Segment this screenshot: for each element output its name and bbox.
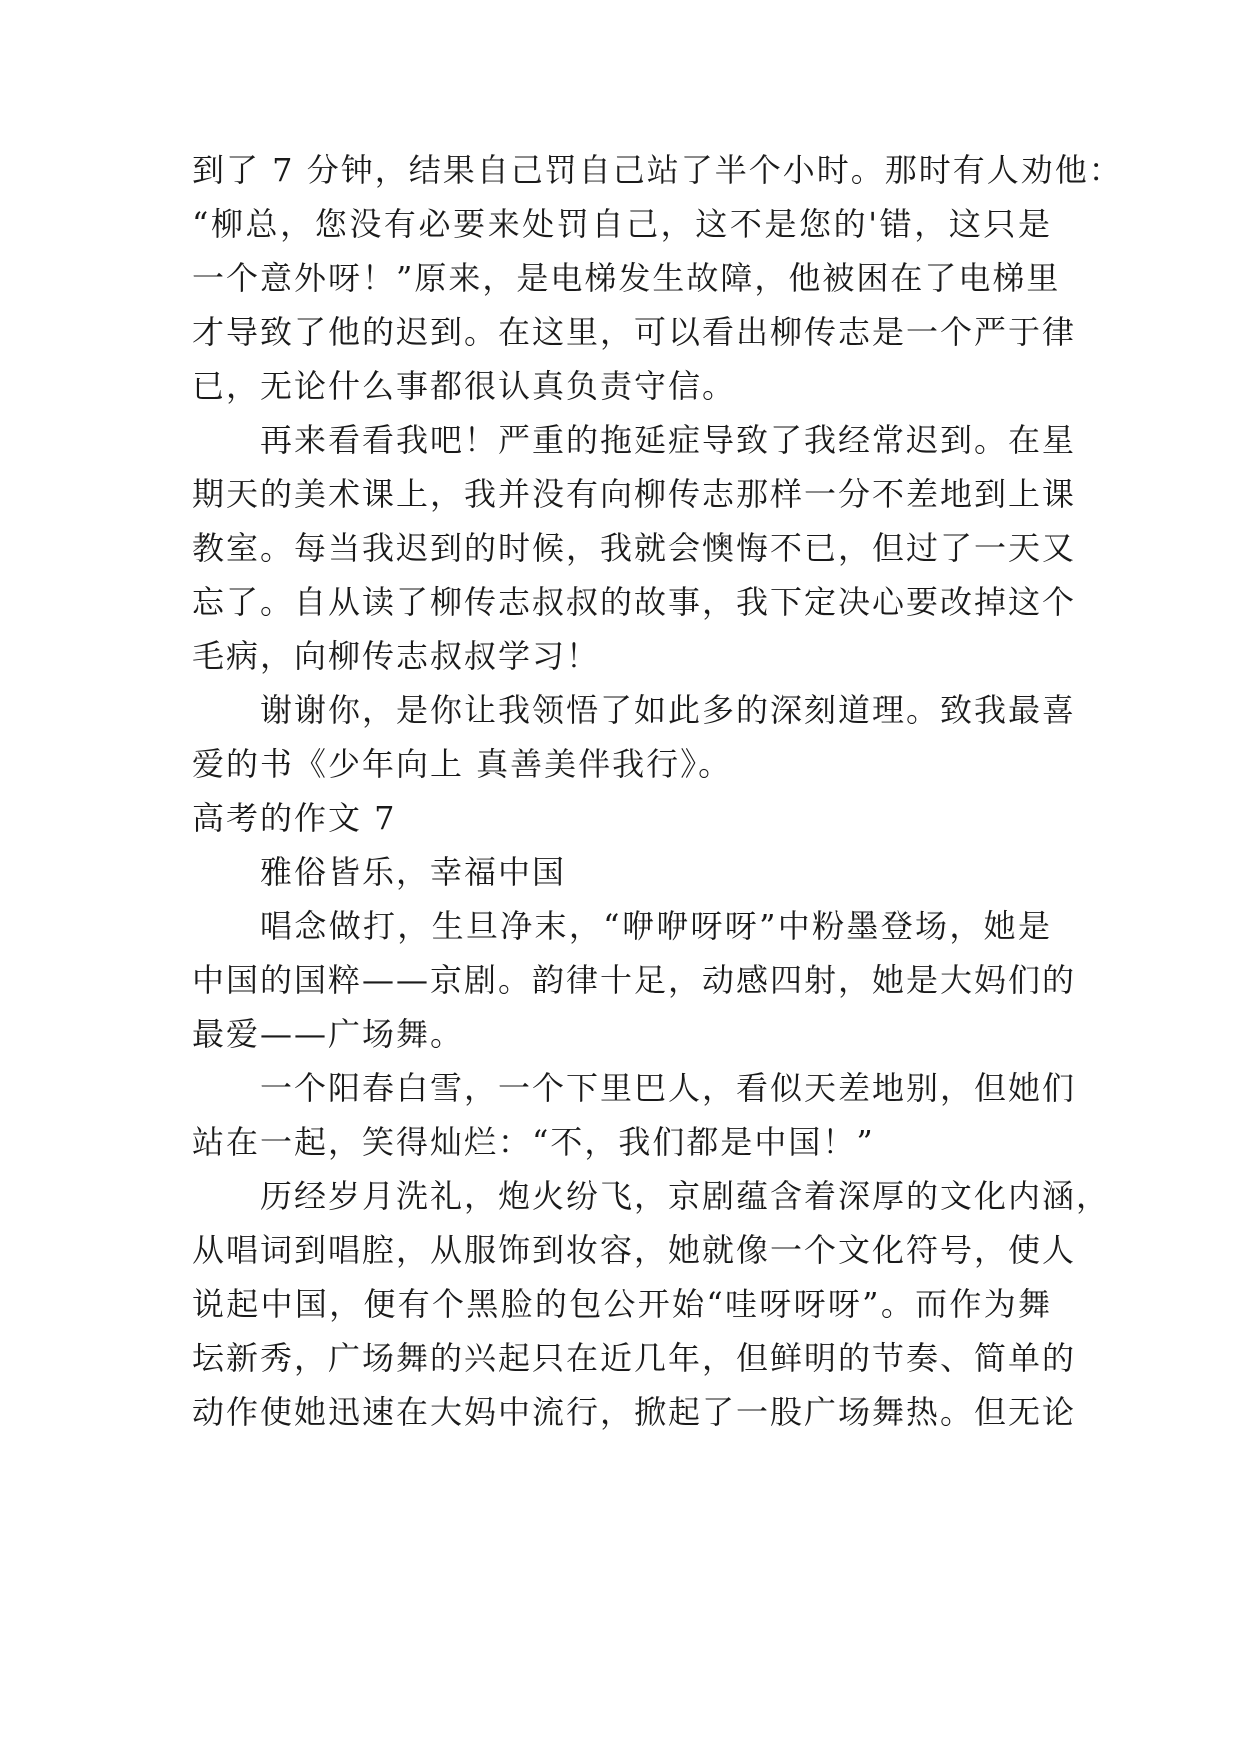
text-line: 已，无论什么事都很认真负责守信。	[192, 367, 737, 405]
text-line: 谢谢你，是你让我领悟了如此多的深刻道理。致我最喜	[260, 691, 1077, 729]
text-line: 坛新秀，广场舞的兴起只在近几年，但鲜明的节奏、简单的	[192, 1339, 1077, 1377]
text-line: 到了 7 分钟，结果自己罚自己站了半个小时。那时有人劝他：	[192, 151, 1123, 189]
text-line: 一个阳春白雪，一个下里巴人，看似天差地别，但她们	[260, 1069, 1077, 1107]
text-line: 毛病，向柳传志叔叔学习！	[192, 637, 601, 675]
text-line: 说起中国，便有个黑脸的包公开始“哇呀呀呀”。而作为舞	[192, 1285, 1052, 1323]
text-line: 教室。每当我迟到的时候，我就会懊悔不已，但过了一天又	[192, 529, 1077, 567]
text-line: 爱的书《少年向上 真善美伴我行》。	[192, 745, 733, 783]
text-line: 从唱词到唱腔，从服饰到妆容，她就像一个文化符号，使人	[192, 1231, 1077, 1269]
text-line: 忘了。自从读了柳传志叔叔的故事，我下定决心要改掉这个	[192, 583, 1077, 621]
text-line: “柳总，您没有必要来处罚自己，这不是您的'错，这只是	[192, 205, 1052, 243]
text-line: 最爱——广场舞。	[192, 1015, 465, 1053]
text-line: 历经岁月洗礼，炮火纷飞，京剧蕴含着深厚的文化内涵，	[260, 1177, 1111, 1215]
text-line: 站在一起，笑得灿烂：“不，我们都是中国！”	[192, 1123, 875, 1161]
text-line: 才导致了他的迟到。在这里，可以看出柳传志是一个严于律	[192, 313, 1077, 351]
text-line: 期天的美术课上，我并没有向柳传志那样一分不差地到上课	[192, 475, 1077, 513]
essay-heading: 高考的作文 7	[192, 799, 397, 837]
text-line: 唱念做打，生旦净末，“咿咿呀呀”中粉墨登场，她是	[260, 907, 1052, 945]
essay-title: 雅俗皆乐，幸福中国	[260, 853, 567, 891]
text-line: 中国的国粹——京剧。韵律十足，动感四射，她是大妈们的	[192, 961, 1077, 999]
text-line: 一个意外呀！”原来，是电梯发生故障，他被困在了电梯里	[192, 259, 1061, 297]
text-line: 再来看看我吧！严重的拖延症导致了我经常迟到。在星	[260, 421, 1077, 459]
text-line: 动作使她迅速在大妈中流行，掀起了一股广场舞热。但无论	[192, 1393, 1077, 1431]
